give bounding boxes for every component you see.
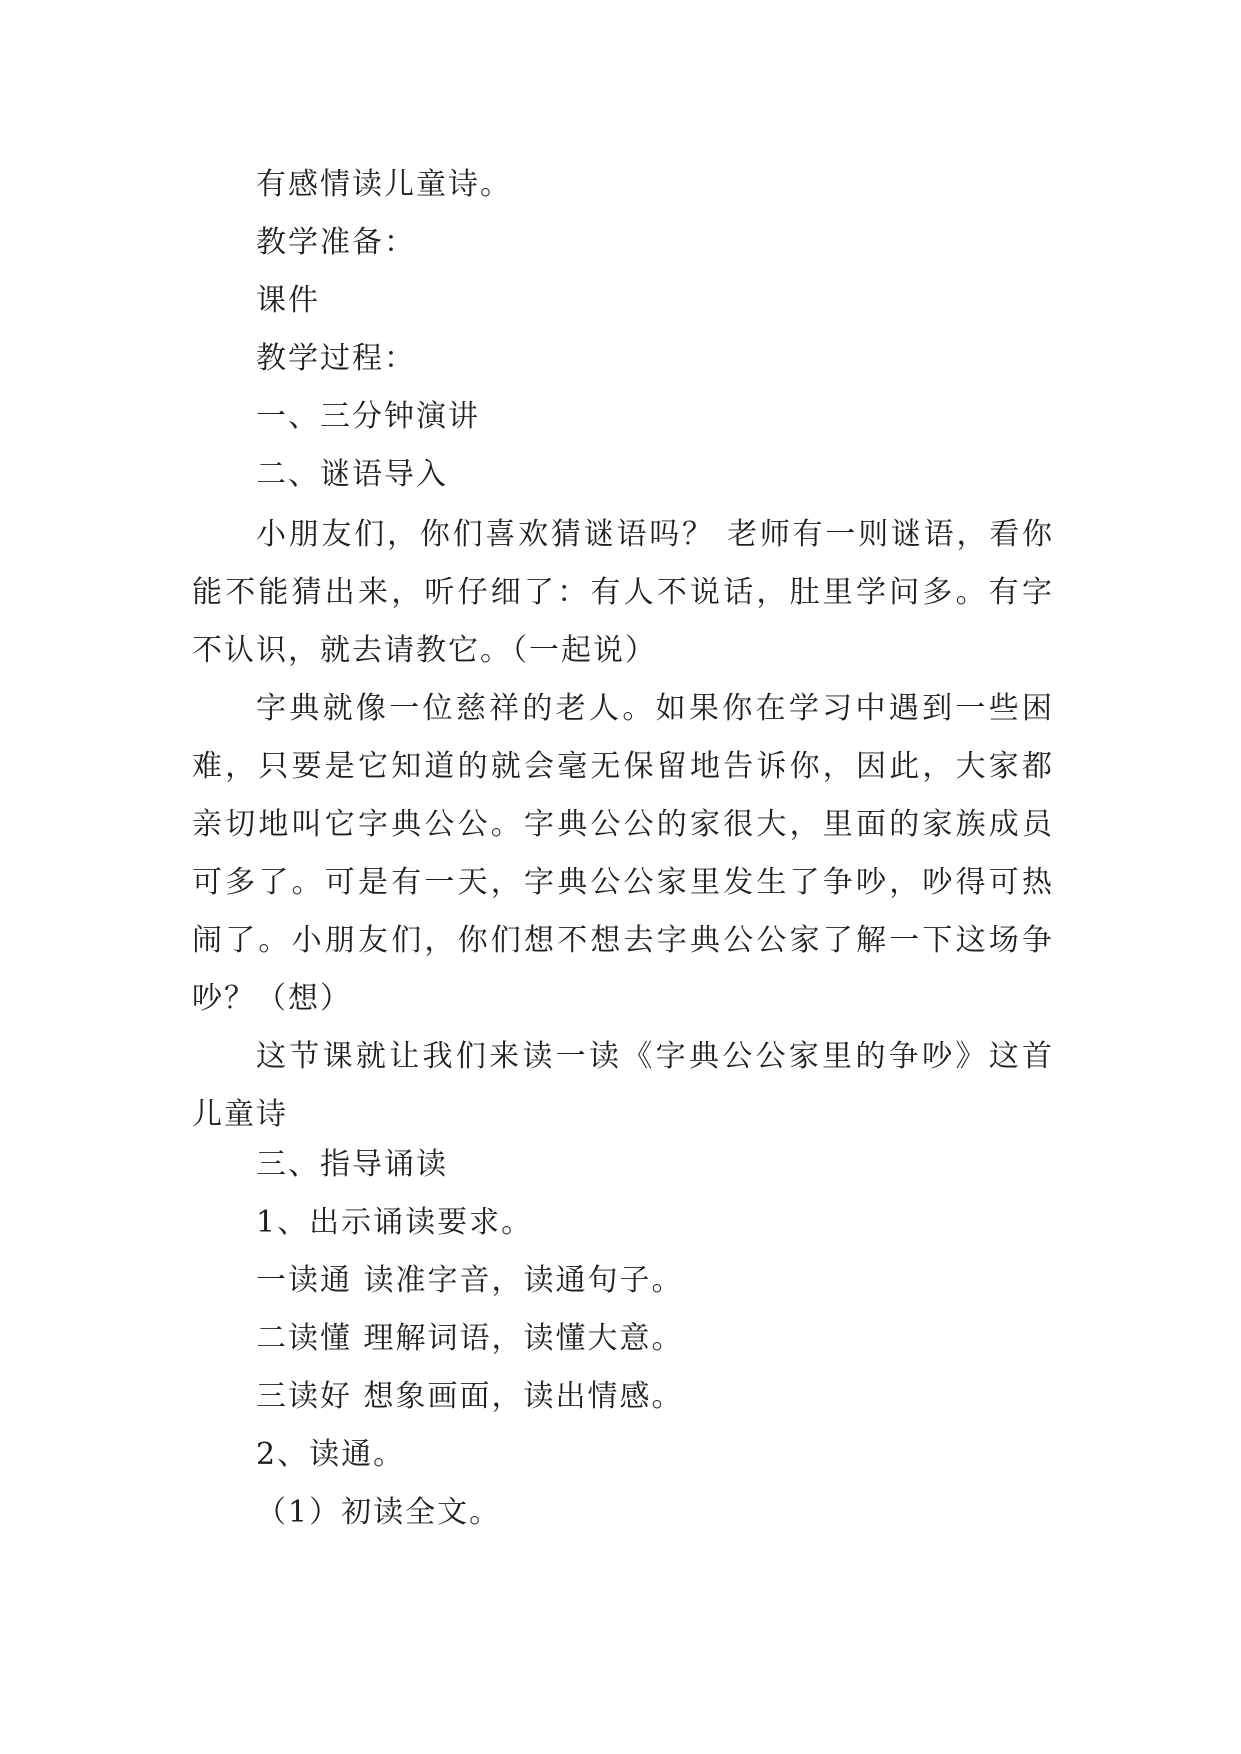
text-line: 二、谜语导入 [256, 457, 448, 492]
text-line: 1、出示诵读要求。 [256, 1205, 534, 1240]
paragraph: 字典就像一位慈祥的老人。如果你在学习中遇到一些困难，只要是它知道的就会毫无保留地告诉你，因此，大家都亲切地叫它字典公公。字典公公的家很大，里面的家族成员可多了。可是有一天，字典公公家里发生了争吵，吵得可热闹了。小朋友们，你们想不想去字典公公家了解一下这场争吵？（想） [192, 691, 1054, 1016]
text-line: 教学准备： [256, 225, 416, 260]
text-line: 一、三分钟演讲 [256, 399, 480, 434]
text-line: 课件 [256, 283, 320, 318]
text-line: （1）初读全文。 [256, 1495, 502, 1530]
text-line: 有感情读儿童诗。 [256, 167, 512, 202]
text-line: 一读通 读准字音，读通句子。 [256, 1263, 684, 1298]
text-line: 三读好 想象画面，读出情感。 [256, 1379, 684, 1414]
text-line: 二读懂 理解词语，读懂大意。 [256, 1321, 684, 1356]
text-line: 教学过程： [256, 341, 416, 376]
text-line: 2、读通。 [256, 1437, 406, 1472]
text-line: 三、指导诵读 [256, 1147, 448, 1182]
paragraph: 这节课就让我们来读一读《字典公公家里的争吵》这首儿童诗 [192, 1039, 1054, 1132]
paragraph: 小朋友们，你们喜欢猜谜语吗？ 老师有一则谜语，看你能不能猜出来，听仔细了：有人不说话，肚里学问多。有字不认识，就去请教它。（一起说） [192, 517, 1054, 668]
